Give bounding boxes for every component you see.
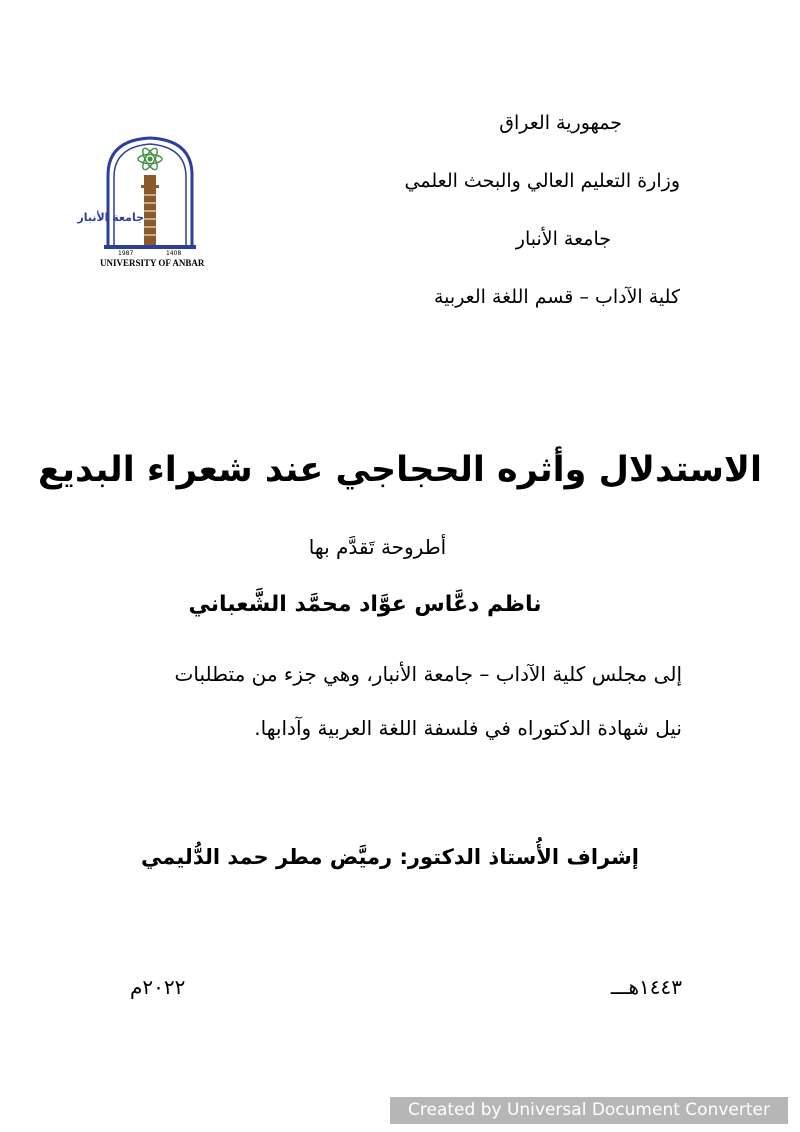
logo-year-left: 1987 — [118, 250, 134, 257]
thesis-title: الاستدلال وأثره الحجاجي عند شعراء البديع — [38, 450, 762, 490]
logo-emblem-icon — [77, 135, 205, 269]
header-ministry: وزارة التعليم العالي والبحث العلمي — [404, 170, 680, 192]
date-hijri: ١٤٤٣هـــ — [610, 975, 682, 999]
supervisor: إشراف الأُستاذ الدكتور: رميَّض مطر حمد الدُّليمي — [141, 845, 639, 869]
converter-watermark: Created by Universal Document Converter — [390, 1097, 788, 1124]
author-name: ناظم دعَّاس عوَّاد محمَّد الشَّعباني — [188, 592, 542, 617]
header-university: جامعة الأنبار — [515, 228, 611, 250]
purpose-line-1: إلى مجلس كلية الآداب – جامعة الأنبار، وهي جزء من متطلبات — [174, 662, 682, 686]
logo-year-right: 1408 — [166, 250, 182, 257]
header-republic: جمهورية العراق — [499, 112, 622, 134]
purpose-line-2: نيل شهادة الدكتوراه في فلسفة اللغة العربية وآدابها. — [254, 716, 682, 740]
header-college: كلية الآداب – قسم اللغة العربية — [433, 286, 680, 308]
logo-caption: UNIVERSITY OF ANBAR — [100, 258, 205, 268]
thesis-subtitle: أطروحة تَقدَّم بها — [308, 535, 447, 559]
university-logo — [77, 135, 205, 269]
date-gregorian: ٢٠٢٢م — [130, 975, 186, 999]
logo-arabic-text: جامعة الأنبار — [77, 211, 144, 224]
